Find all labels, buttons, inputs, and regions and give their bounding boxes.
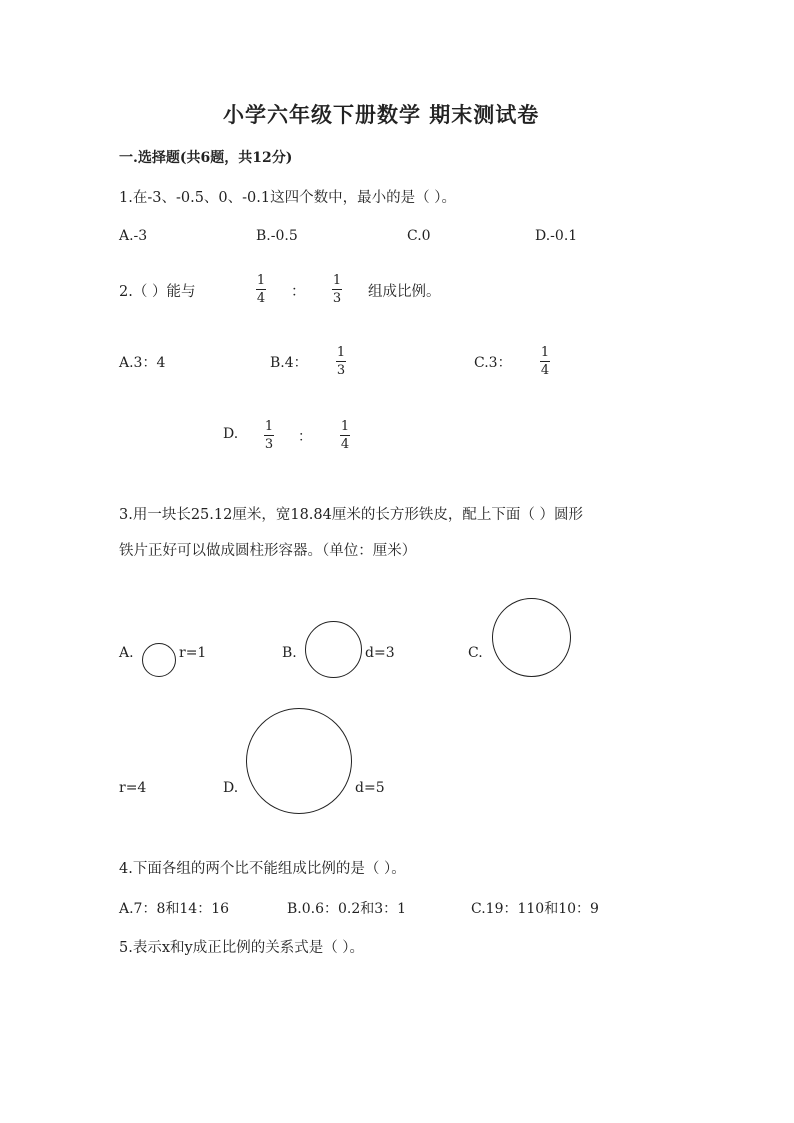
denominator: 4 <box>340 437 350 452</box>
question-2-option-a: A.3：4 <box>119 355 166 371</box>
fraction-bar <box>264 435 274 436</box>
question-4-option-b: B.0.6：0.2和3：1 <box>287 901 407 917</box>
question-4-option-a: A.7：8和14：16 <box>119 901 230 917</box>
question-2-option-d: D. <box>223 426 239 442</box>
question-2-colon: ： <box>291 284 306 300</box>
fraction-bar <box>340 435 350 436</box>
question-1-option-a: A.-3 <box>119 228 148 244</box>
question-1-option-b: B.-0.5 <box>256 228 298 244</box>
question-2-fraction-2 <box>332 273 342 306</box>
question-2-option-c: C.3： <box>474 355 512 371</box>
numerator: 1 <box>264 419 274 434</box>
question-3-option-b: B. <box>282 645 297 661</box>
question-2-option-d-colon: ： <box>298 429 312 445</box>
fraction-bar <box>540 361 550 362</box>
fraction-bar <box>336 361 346 362</box>
denominator: 3 <box>264 437 274 452</box>
question-3-option-d: D. <box>223 780 239 796</box>
question-2-option-d-fraction-1 <box>264 419 274 452</box>
question-1-option-d: D.-0.1 <box>535 228 578 244</box>
question-1-option-c: C.0 <box>407 228 431 244</box>
question-3-option-c-note: r=4 <box>119 780 147 796</box>
question-2-option-c-fraction <box>540 345 550 378</box>
question-2-fraction-1 <box>256 273 266 306</box>
question-4-option-c: C.19：110和10：9 <box>471 901 599 917</box>
circle-d5 <box>246 708 352 814</box>
question-2-suffix: 组成比例。 <box>368 284 441 300</box>
denominator: 4 <box>540 363 550 378</box>
question-3-option-d-note: d=5 <box>355 780 385 796</box>
question-4-stem: 4.下面各组的两个比不能组成比例的是（ ）。 <box>119 861 406 877</box>
numerator: 1 <box>256 273 266 288</box>
circle-r4 <box>492 598 571 677</box>
numerator: 1 <box>332 273 342 288</box>
question-3-stem-line-1: 3.用一块长25.12厘米，宽18.84厘米的长方形铁皮，配上下面（ ）圆形 <box>119 507 583 523</box>
numerator: 1 <box>340 419 350 434</box>
numerator: 1 <box>540 345 550 360</box>
question-1-stem: 1.在-3、-0.5、0、-0.1这四个数中，最小的是（ ）。 <box>119 190 456 206</box>
fraction-bar <box>332 289 342 290</box>
question-3-option-c: C. <box>468 645 483 661</box>
denominator: 3 <box>336 363 346 378</box>
denominator: 4 <box>256 291 266 306</box>
question-2-option-b-fraction <box>336 345 346 378</box>
question-5-stem: 5.表示x和y成正比例的关系式是（ ）。 <box>119 940 365 956</box>
section-header: 一.选择题(共6题，共12分) <box>119 150 293 166</box>
question-3-option-a-note: r=1 <box>179 645 207 661</box>
circle-r1 <box>142 643 176 677</box>
fraction-bar <box>256 289 266 290</box>
circle-d3 <box>305 621 362 678</box>
question-3-option-a: A. <box>119 645 134 661</box>
question-3-stem-line-2: 铁片正好可以做成圆柱形容器。（单位：厘米） <box>119 543 417 559</box>
numerator: 1 <box>336 345 346 360</box>
page-title: 小学六年级下册数学 期末测试卷 <box>223 102 540 127</box>
question-2-prefix: 2.（ ）能与 <box>119 284 196 300</box>
denominator: 3 <box>332 291 342 306</box>
question-3-option-b-note: d=3 <box>365 645 395 661</box>
question-2-option-b: B.4： <box>270 355 308 371</box>
question-2-option-d-fraction-2 <box>340 419 350 452</box>
